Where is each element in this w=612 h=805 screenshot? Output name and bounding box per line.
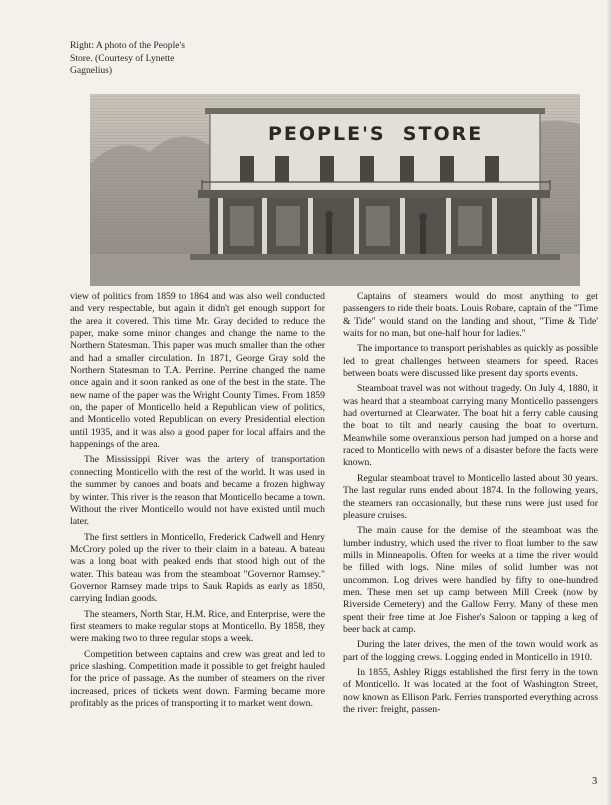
paragraph: During the later drives, the men of the town would work as part of the logging crews. Logging ended in Monticello in 1910. [343,639,598,663]
paragraph: The Mississippi River was the artery of transportation connecting Monticello with the rest of the world. It was used in the summer by canoes and boats and became a frozen highway by winter. This river is the reason that Monticello became a town. Without the river Monticello would not have existed until much later. [70,454,325,528]
caption-line: Gagnelius) [70,65,113,77]
paragraph: view of politics from 1859 to 1864 and was also well conducted and very respectable, but again it didn't get enough support for the area it covered. This time Mr. Gray decided to reduce the paper, make some minor changes and change the name to the Northern Statesman. This paper was much smaller than the other and had a smaller circulation. In 1871, George Gray sold the Northern Statesman to T.A. Perrine. Perrine changed the name once again and it soon ranked as one of the best in the state. The new name of the paper was the Wright County Times. From 1859 on, the paper of Monticello held a Republican view of politics, and Monticello voted Republican on every Presidential election until 1935, and it was also a good paper for local affairs and the happenings of the area. [70,291,325,451]
page-number: 3 [592,776,598,787]
left-text-column [70,291,325,713]
right-text-column [343,291,598,719]
paragraph: The main cause for the demise of the steamboat was the lumber industry, which used the river to float lumber to the saw mills in Minneapolis. Often for weeks at a time the river would be filled with logs. Nine miles of solid lumber was not uncommon. Log drives were handled by fifty to one-hundred men. These men set up camp between Mill Creek (now by Riverside Cemetery) and the Gallow Ferry. Many of these men spent their free time at Joe Fisher's Saloon or tapping a keg of beer back at camp. [343,525,598,635]
paragraph: The first settlers in Monticello, Frederick Cadwell and Henry McCrory poled up the river to their claim in a bateau. A bateau was a long boat with peaked ends that stood high out of the water. This bateau was from the steamboat "Governor Ramsey." Governor Ramsey made trips to Sauk Rapids as early as 1850, carrying Indian goods. [70,531,325,605]
bleed-through-text [360,38,600,86]
store-sign: PEOPLE'S STORE [268,123,484,145]
paragraph: In 1855, Ashley Riggs established the first ferry in the town of Monticello. It was located at the foot of Washington Street, now known as Ellison Park. Ferries transported everything across the river: freight, passen- [343,666,598,715]
storefront-illustration [90,94,580,286]
paragraph: Competition between captains and crew was great and led to price slashing. Competition made it possible to get freight hauled for the price of passage. As the number of steamers on the river increased, prices of tickets went down. Farming became more profitably as the prices of transporting it to market went down. [70,648,325,709]
peoples-store-photo [90,94,580,286]
caption-line: Right: A photo of the People's [70,40,185,51]
paragraph: Regular steamboat travel to Monticello lasted about 30 years. The last regular runs ended about 1874. In the following years, the steamers ran occasionally, but these runs were just used for pleasure cruises. [343,472,598,521]
paragraph: The importance to transport perishables as quickly as possible led to great challenges between steamers for speed. Races between boats were discussed like present day sports events. [343,343,598,380]
caption-line: Store. (Courtesy of Lynette [70,52,175,64]
paragraph: Steamboat travel was not without tragedy. On July 4, 1880, it was heard that a steamboat carrying many Monticello passengers had overturned at Clearwater. The boat hit a ferry cable causing the boat to tilt and nearly causing the boat to overturn. Meanwhile some overanxious person had jumped on a horse and raced to Monticello with news of a disaster before the facts were known. [343,383,598,469]
photo-caption [70,40,320,78]
paragraph: The steamers, North Star, H.M. Rice, and Enterprise, were the first steamers to make regular stops at Monticello. By 1858, they were making two to three regular stops a week. [70,608,325,645]
page-edge-shadow [606,0,612,805]
paragraph: Captains of steamers would do most anything to get passengers to ride their boats. Louis Robare, captain of the "Time & Tide" would stand on the landing and shout, "Time & Tide' waits for no man, but one-half hour for ladies." [343,291,598,340]
